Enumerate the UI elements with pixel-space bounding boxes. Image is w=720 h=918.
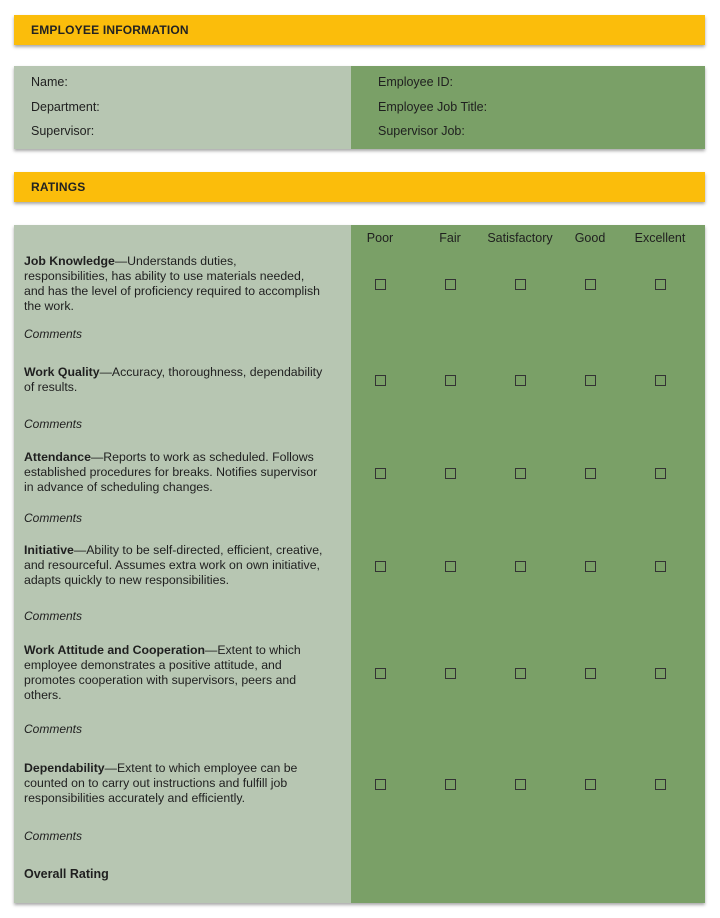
checkbox-attendance-fair[interactable]: [445, 468, 456, 479]
employee-id-label: Employee ID:: [378, 75, 454, 89]
column-fair: Fair: [439, 231, 461, 245]
checkbox-initiative-good[interactable]: [585, 561, 596, 572]
ratings-title: RATINGS: [31, 180, 86, 194]
checkbox-job-knowledge-good[interactable]: [585, 279, 596, 290]
criterion-name: Work Quality: [24, 365, 100, 379]
checkbox-work-attitude-satisfactory[interactable]: [515, 668, 526, 679]
comments-label: Comments: [24, 327, 83, 341]
overall-rating-label: Overall Rating: [24, 867, 109, 881]
criterion-description: —Ability to be self-directed, efficient, creative, and resourceful. Assumes extra work on own initiative, adapts quickly to new responsibilities.: [24, 543, 323, 587]
checkbox-dependability-good[interactable]: [585, 779, 596, 790]
checkbox-initiative-fair[interactable]: [445, 561, 456, 572]
checkbox-job-knowledge-satisfactory[interactable]: [515, 279, 526, 290]
criterion-description: —Understands duties, responsibilities, has ability to use materials needed, and has the level of proficiency required to accomplish the work.: [24, 254, 320, 313]
checkbox-initiative-satisfactory[interactable]: [515, 561, 526, 572]
checkbox-job-knowledge-poor[interactable]: [375, 279, 386, 290]
column-satisfactory: Satisfactory: [487, 231, 553, 245]
department-label: Department:: [31, 100, 100, 114]
criterion-dependability: [24, 761, 324, 806]
checkbox-dependability-satisfactory[interactable]: [515, 779, 526, 790]
checkbox-work-quality-satisfactory[interactable]: [515, 375, 526, 386]
employee-info-panel: [14, 66, 705, 149]
checkbox-work-attitude-excellent[interactable]: [655, 668, 666, 679]
criterion-name: Dependability: [24, 761, 105, 775]
ratings-panel: [14, 225, 705, 903]
criterion-description: —Accuracy, thoroughness, dependability of results.: [24, 365, 323, 394]
column-excellent: Excellent: [634, 231, 686, 245]
checkbox-job-knowledge-excellent[interactable]: [655, 279, 666, 290]
comments-label: Comments: [24, 829, 83, 843]
employee-job-title-label: Employee Job Title:: [378, 100, 488, 114]
checkbox-work-attitude-poor[interactable]: [375, 668, 386, 679]
criterion-name: Work Attitude and Cooperation: [24, 643, 206, 657]
criterion-name: Job Knowledge: [24, 254, 115, 268]
criterion-description: —Extent to which employee can be counted on to carry out instructions and fulfill job responsibilities accurately and efficiently.: [24, 761, 298, 805]
checkbox-dependability-poor[interactable]: [375, 779, 386, 790]
comments-label: Comments: [24, 609, 83, 623]
ratings-right-column: [351, 225, 705, 903]
criterion-job-knowledge: [24, 254, 324, 314]
checkbox-attendance-good[interactable]: [585, 468, 596, 479]
checkbox-work-quality-poor[interactable]: [375, 375, 386, 386]
checkbox-work-quality-excellent[interactable]: [655, 375, 666, 386]
column-poor: Poor: [366, 231, 394, 245]
column-good: Good: [574, 231, 606, 245]
criterion-description: —Extent to which employee demonstrates a positive attitude, and promotes cooperation with supervisors, peers and others.: [24, 643, 301, 702]
checkbox-dependability-fair[interactable]: [445, 779, 456, 790]
comments-label: Comments: [24, 417, 83, 431]
checkbox-work-attitude-fair[interactable]: [445, 668, 456, 679]
employee-information-banner: [14, 15, 705, 45]
checkbox-job-knowledge-fair[interactable]: [445, 279, 456, 290]
checkbox-work-quality-good[interactable]: [585, 375, 596, 386]
supervisor-label: Supervisor:: [31, 124, 95, 138]
name-label: Name:: [31, 75, 68, 89]
checkbox-work-attitude-good[interactable]: [585, 668, 596, 679]
criterion-work-attitude: [24, 643, 324, 703]
checkbox-dependability-excellent[interactable]: [655, 779, 666, 790]
criterion-attendance: [24, 450, 324, 495]
checkbox-attendance-satisfactory[interactable]: [515, 468, 526, 479]
checkbox-initiative-excellent[interactable]: [655, 561, 666, 572]
checkbox-attendance-excellent[interactable]: [655, 468, 666, 479]
comments-label: Comments: [24, 511, 83, 525]
checkbox-attendance-poor[interactable]: [375, 468, 386, 479]
checkbox-work-quality-fair[interactable]: [445, 375, 456, 386]
employee-information-title: EMPLOYEE INFORMATION: [31, 23, 189, 37]
checkbox-initiative-poor[interactable]: [375, 561, 386, 572]
ratings-banner: [14, 172, 705, 202]
criterion-name: Initiative: [24, 543, 74, 557]
comments-label: Comments: [24, 722, 83, 736]
supervisor-job-label: Supervisor Job:: [378, 124, 465, 138]
criterion-name: Attendance: [24, 450, 91, 464]
criterion-initiative: [24, 543, 324, 588]
criterion-work-quality: [24, 365, 324, 395]
criterion-description: —Reports to work as scheduled. Follows established procedures for breaks. Notifies supervisor in advance of scheduling changes.: [24, 450, 318, 494]
